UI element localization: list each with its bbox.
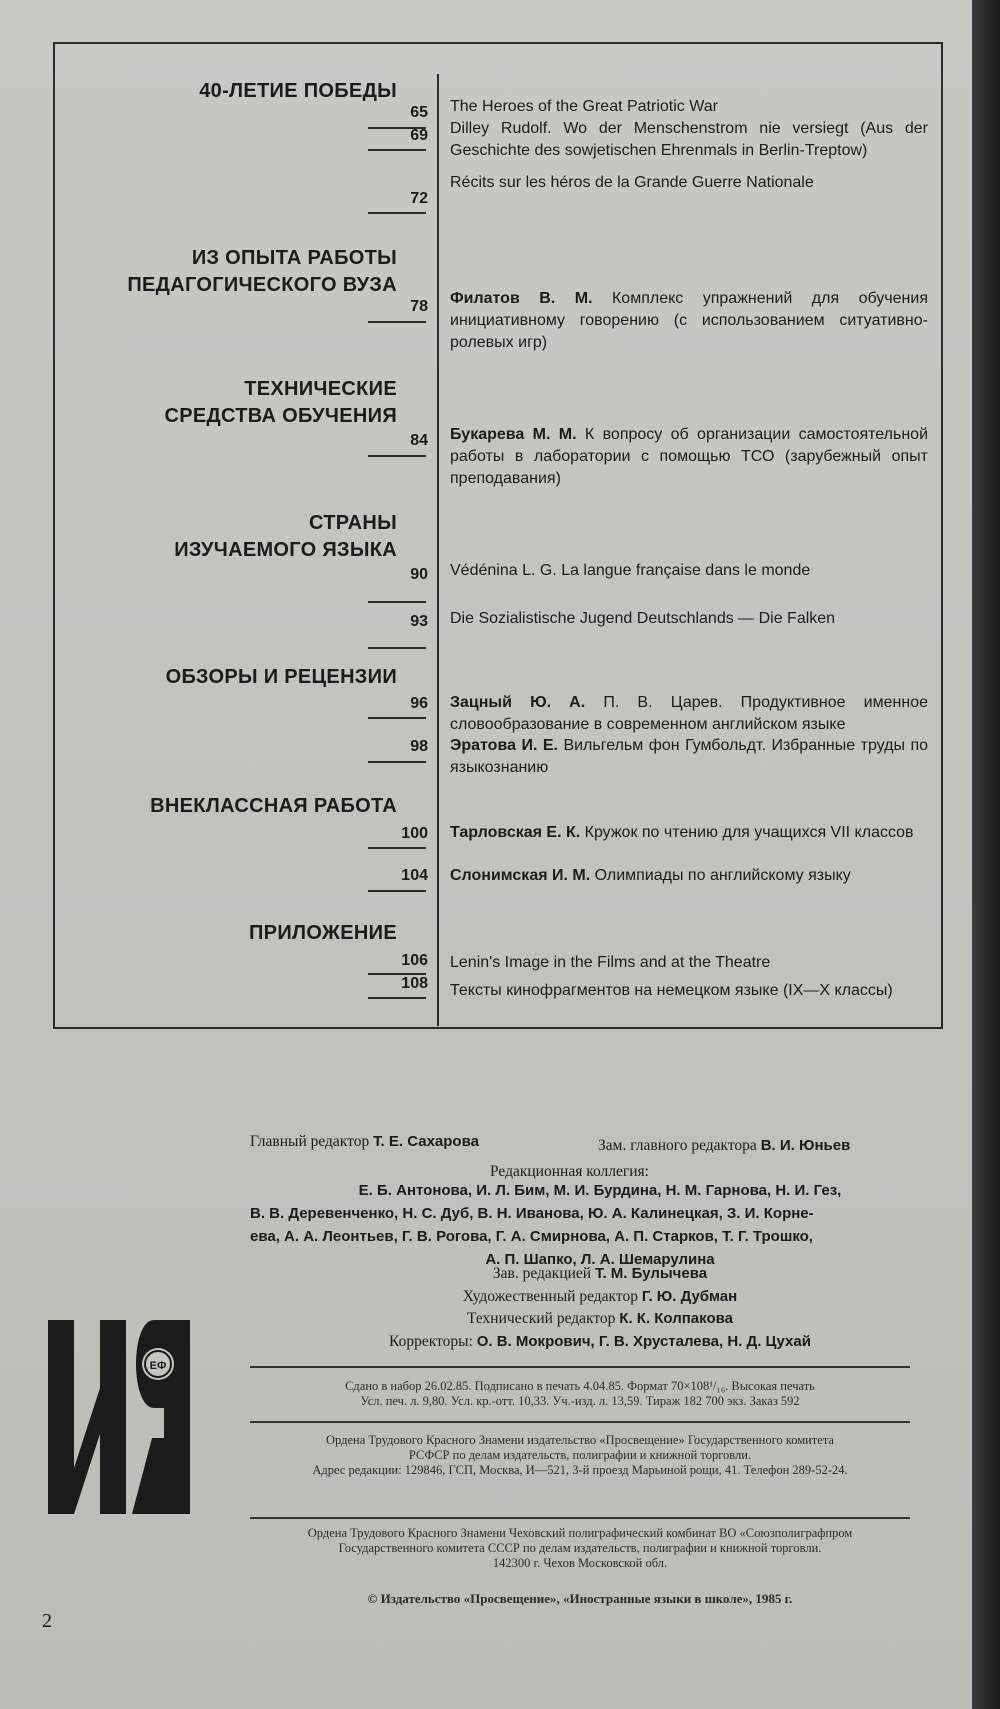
entry-text: П. В. Царев. Продуктивное именное словообразование в современном английском языке — [450, 694, 928, 733]
staff-name: Т. Е. Сахарова — [373, 1133, 479, 1150]
toc-entry — [450, 980, 928, 1002]
staff-name: Г. Ю. Дубман — [641, 1288, 738, 1305]
toc-entry — [450, 735, 928, 779]
imprint-line: Государственного комитета СССР по делам издательств, полиграфии и книжной торговли. — [338, 1541, 822, 1555]
entry-author: Эратова И. Е. — [450, 737, 558, 754]
page-rule — [368, 601, 426, 603]
section-title-line: ИЗ ОПЫТА РАБОТЫ — [191, 247, 397, 269]
staff-label: Корректоры: — [389, 1333, 473, 1350]
deputy-editor — [598, 1137, 850, 1155]
entry-author: Слонимская И. М. — [450, 867, 591, 884]
page-number-106: 106 — [401, 952, 428, 969]
page-rule — [368, 997, 426, 999]
imprint-line: Ордена Трудового Красного Знамени Чеховский полиграфический комбинат ВО «Союзполиграфпром — [307, 1526, 853, 1540]
copyright: © Издательство «Просвещение», «Иностранные языки в школе», 1985 г. — [367, 1591, 793, 1606]
logo-emblem: ЕФ — [149, 1360, 167, 1372]
section-title-line: ПРИЛОЖЕНИЕ — [249, 922, 397, 944]
staff-name: В. И. Юньев — [760, 1137, 851, 1154]
page-number-100: 100 — [401, 825, 428, 842]
toc-entry — [450, 865, 928, 887]
page-rule — [368, 212, 426, 214]
toc-entry — [450, 952, 928, 974]
proofreaders — [250, 1333, 950, 1351]
section-title-line: ОБЗОРЫ И РЕЦЕНЗИИ — [165, 666, 397, 688]
imprint-line: Ордена Трудового Красного Знамени издательство «Просвещение» Государственного комитета — [326, 1433, 834, 1447]
page-rule — [368, 890, 426, 892]
section-title-line: 40-ЛЕТИЕ ПОБЕДЫ — [199, 80, 397, 102]
section-title-pedagogical — [0, 245, 397, 299]
journal-logo — [46, 1318, 206, 1518]
entry-text: Тексты кинофрагментов на немецком языке (IX—X классы) — [450, 982, 893, 999]
page-number: 2 — [42, 1610, 52, 1632]
entry-author: Филатов В. М. — [450, 290, 593, 307]
printer-details — [250, 1526, 910, 1571]
page-number-96: 96 — [410, 695, 428, 712]
staff-name: К. К. Колпакова — [619, 1310, 733, 1327]
staff-label: Главный редактор — [250, 1133, 370, 1150]
page-number-98: 98 — [410, 738, 428, 755]
editorial-board-line — [250, 1205, 950, 1223]
office-head — [250, 1265, 950, 1283]
publisher-details — [250, 1433, 910, 1478]
entry-text: Вильгельм фон Гумбольдт. Избранные труды по языкознанию — [450, 737, 928, 776]
entry-text: К вопросу об организации самостоятельной работы в лаборатории с помощью ТСО (зарубежный опыт преподавания) — [450, 426, 929, 487]
section-title-line: СТРАНЫ — [308, 512, 397, 534]
toc-entry — [450, 560, 928, 582]
imprint-line: Сдано в набор 26.02.85. Подписано в печать 4.04.85. Формат 70×108¹/₁₆. Высокая печать — [345, 1379, 815, 1393]
imprint-rule — [250, 1517, 910, 1519]
page-rule — [368, 847, 426, 849]
imprint-line: РСФСР по делам издательств, полиграфии и книжной торговли. — [408, 1448, 752, 1462]
page-number-72: 72 — [410, 190, 428, 207]
imprint-line: Усл. печ. л. 9,80. Усл. кр.-отт. 10,33. Уч.-изд. л. 13,59. Тираж 182 700 экз. Заказ 592 — [360, 1394, 800, 1408]
imprint-rule — [250, 1366, 910, 1368]
section-title-line: ПЕДАГОГИЧЕСКОГО ВУЗА — [127, 274, 397, 296]
editorial-board-label: Редакционная коллегия: — [490, 1163, 649, 1180]
page-number-65: 65 — [410, 104, 428, 121]
page-number-78: 78 — [410, 298, 428, 315]
board-names: Е. Б. Антонова, И. Л. Бим, М. И. Бурдина, Н. М. Гарнова, Н. И. Гез, — [358, 1182, 842, 1199]
toc-entry — [450, 692, 928, 736]
page-number-108: 108 — [401, 975, 428, 992]
page-number-104: 104 — [401, 867, 428, 884]
section-title-countries — [0, 510, 397, 564]
entry-text: Védénina L. G. La langue française dans le monde — [450, 562, 811, 579]
page-number-93: 93 — [410, 613, 428, 630]
staff-name: О. В. Мокрович, Г. В. Хрусталева, Н. Д. Цухай — [476, 1333, 811, 1350]
entry-author: Зацный Ю. А. — [450, 694, 586, 711]
page-number-90: 90 — [410, 566, 428, 583]
page-rule — [368, 149, 426, 151]
section-title-line: ВНЕКЛАССНАЯ РАБОТА — [150, 795, 397, 817]
toc-entry — [450, 288, 928, 354]
staff-label: Зам. главного редактора — [598, 1137, 757, 1154]
entry-text: Олимпиады по английскому языку — [594, 867, 851, 884]
section-title-extracurricular — [0, 793, 397, 820]
editorial-board-line — [250, 1182, 950, 1200]
page-number-69: 69 — [410, 127, 428, 144]
section-title-line: ИЗУЧАЕМОГО ЯЗЫКА — [174, 539, 397, 561]
section-title-line: СРЕДСТВА ОБУЧЕНИЯ — [164, 405, 397, 427]
imprint-line: 142300 г. Чехов Московской обл. — [492, 1556, 668, 1570]
staff-label: Зав. редакцией — [492, 1265, 592, 1282]
board-names: В. В. Деревенченко, Н. С. Дуб, В. Н. Иванова, Ю. А. Калинецкая, З. И. Корне- — [250, 1205, 814, 1222]
toc-entry — [450, 96, 928, 118]
toc-entry — [450, 118, 928, 162]
staff-label: Художественный редактор — [462, 1288, 638, 1305]
section-title-reviews — [0, 664, 397, 691]
page-edge-shadow — [972, 0, 1000, 1709]
art-editor — [250, 1288, 950, 1306]
entry-text: Récits sur les héros de la Grande Guerre Nationale — [450, 174, 814, 191]
entry-text: Lenin's Image in the Films and at the Theatre — [450, 954, 771, 971]
contents-divider — [437, 74, 439, 1026]
page-rule — [368, 717, 426, 719]
entry-text: Комплекс упражнений для обучения инициативному говорению (с использованием ситуативно-ролевых игр) — [450, 290, 928, 351]
entry-text: Die Sozialistische Jugend Deutschlands — Die Falken — [450, 610, 836, 627]
page-rule — [368, 321, 426, 323]
entry-text: Кружок по чтению для учащихся VII классов — [584, 824, 914, 841]
imprint-line: Адрес редакции: 129846, ГСП, Москва, И—521, 3-й проезд Марьиной рощи, 41. Телефон 289-52-24. — [312, 1463, 848, 1477]
chief-editor — [250, 1133, 479, 1151]
entry-author: Тарловская Е. К. — [450, 824, 581, 841]
toc-entry — [450, 608, 928, 630]
tech-editor — [250, 1310, 950, 1328]
editorial-board-line — [250, 1228, 950, 1246]
page-number-84: 84 — [410, 432, 428, 449]
page-rule — [368, 647, 426, 649]
toc-entry — [450, 424, 928, 490]
staff-name: Т. М. Булычева — [594, 1265, 708, 1282]
section-title-technical — [0, 376, 397, 430]
staff-label: Технический редактор — [467, 1310, 616, 1327]
print-details — [250, 1379, 910, 1409]
entry-text: Dilley Rudolf. Wo der Menschenstrom nie versiegt (Aus der Geschichte des sowjetischen Ehrenmals in Berlin-Treptow) — [450, 120, 928, 159]
section-title-line: ТЕХНИЧЕСКИЕ — [244, 378, 397, 400]
entry-author: Букарева М. М. — [450, 426, 577, 443]
page-rule — [368, 455, 426, 457]
toc-entry — [450, 172, 928, 194]
board-names: А. П. Шапко, Л. А. Шемарулина — [485, 1251, 715, 1268]
page-rule — [368, 761, 426, 763]
board-names: ева, А. А. Леонтьев, Г. В. Рогова, Г. А. Смирнова, А. П. Старков, Т. Г. Трошко, — [250, 1228, 813, 1245]
entry-text: The Heroes of the Great Patriotic War — [450, 98, 718, 115]
imprint-rule — [250, 1421, 910, 1423]
section-title-appendix — [0, 920, 397, 947]
section-title-victory — [0, 78, 397, 105]
toc-entry — [450, 822, 928, 844]
